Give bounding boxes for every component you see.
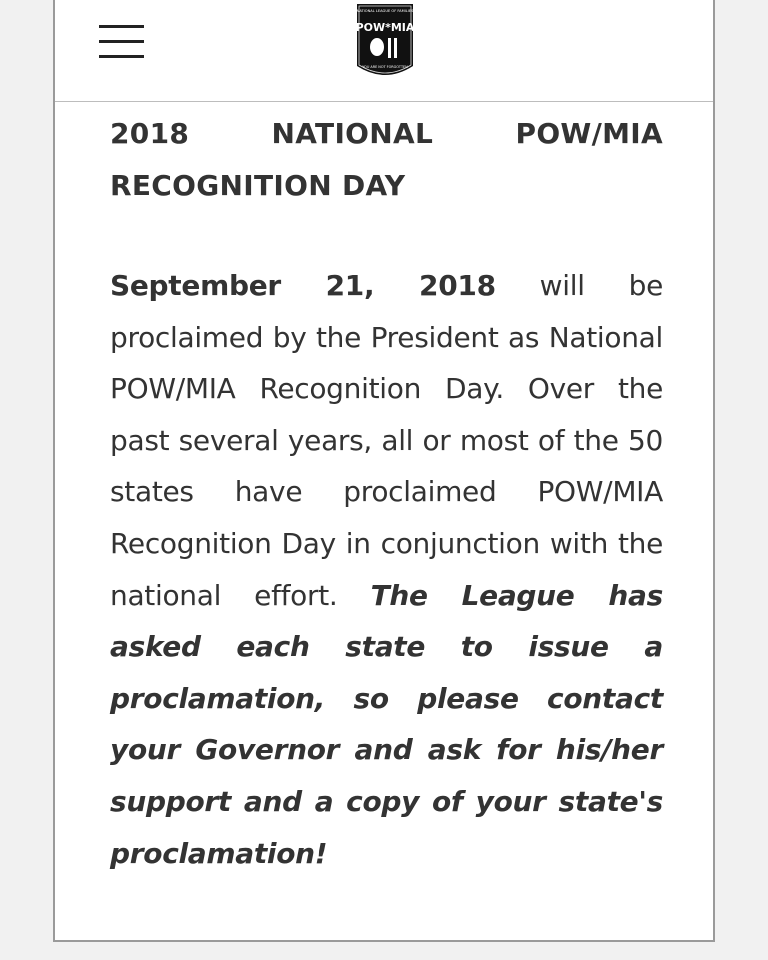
logo-bottom-text: YOU ARE NOT FORGOTTEN (362, 65, 408, 69)
article-call-to-action: The League has asked each state to issue a proclamation, so please contact your Governor and ask for his/her support and a copy of your state's proclamation! (110, 578, 663, 870)
logo-main-text: POW*MIA (355, 21, 415, 34)
mobile-page-panel (53, 0, 715, 942)
menu-line-icon (99, 40, 144, 43)
article-body (110, 260, 663, 879)
logo-top-text: NATIONAL LEAGUE OF FAMILIES (356, 9, 414, 13)
site-header (55, 0, 713, 102)
menu-line-icon (99, 55, 144, 58)
article-body-text: will be proclaimed by the President as National POW/MIA Recognition Day. Over the past several years, all or most of the 50 states have proclaimed POW/MIA Recognition Day in conjunction with the national effort. (110, 269, 663, 612)
article-title: 2018 NATIONAL POW/MIA RECOGNITION DAY (110, 117, 663, 202)
menu-line-icon (99, 25, 144, 28)
pow-mia-logo[interactable] (355, 2, 415, 84)
hamburger-menu-icon[interactable] (99, 23, 144, 59)
article-date-lead: September 21, 2018 (110, 269, 496, 302)
article-content (110, 108, 663, 879)
